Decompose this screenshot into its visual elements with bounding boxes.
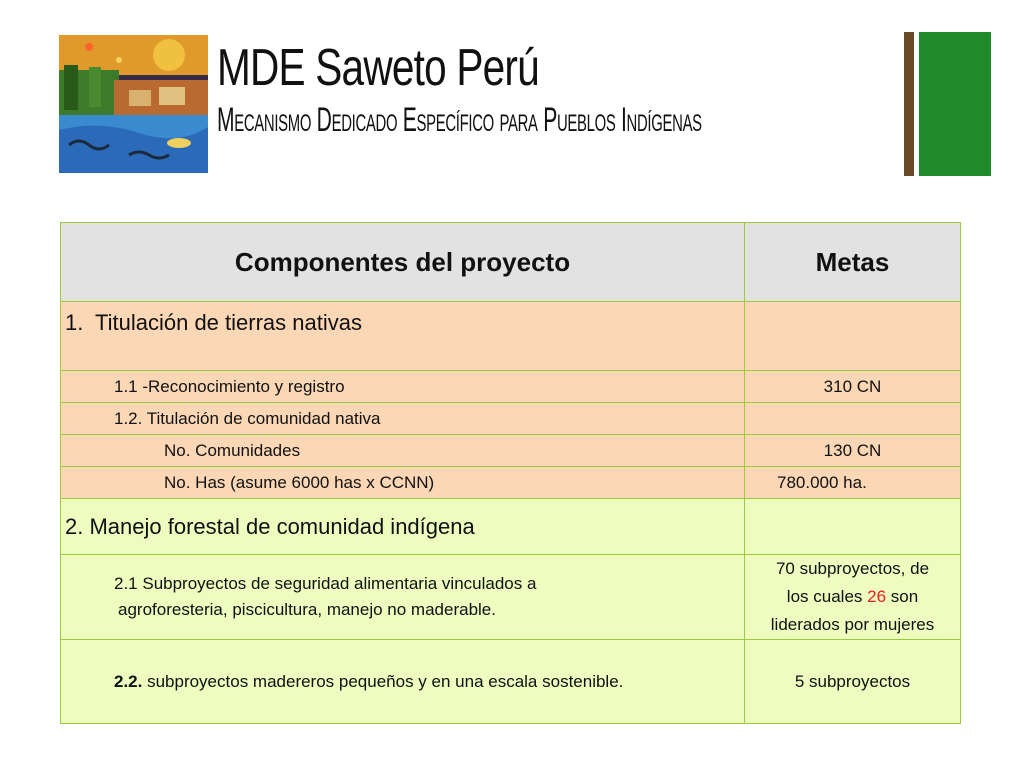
page-title: MDE Saweto Perú [217,39,539,97]
row-22-label-text: subproyectos madereros pequeños y en una escala sostenible. [142,671,624,691]
row-22-label [61,640,745,724]
row-hectareas-meta: 780.000 ha. [745,467,961,499]
row-21-meta-line3: liderados por mujeres [770,615,935,634]
row-22-label-number: 2.2. [114,671,143,691]
brand-bar-green [919,32,991,176]
section1-label: Titulación de tierras nativas [95,310,362,335]
section1-meta [745,302,961,371]
row-21-meta-line2 [745,583,960,611]
section2-meta [745,499,961,555]
row-21-meta-pre: los cuales [786,587,868,606]
table-header-row [61,223,961,302]
row-21-meta-post: son [886,587,919,606]
section1-label-cell [61,302,745,371]
section1-row [61,302,961,371]
row-22-meta: 5 subproyectos [745,640,961,724]
table-row [61,371,961,403]
row-21-meta-highlight: 26 [867,587,887,606]
logo-painting [59,35,208,173]
table-row [61,403,961,435]
goals-table [60,222,961,724]
table-row [61,640,961,724]
table-row [61,555,961,640]
row-21-label-line2: agroforesteria, piscicultura, manejo no maderable. [118,600,496,619]
title-block [217,38,999,140]
row-21-meta [745,555,961,640]
row-21-meta-line1: 70 subproyectos, de [775,559,930,578]
row-21-label-line1: 2.1 Subproyectos de seguridad alimentaria vinculados a [114,574,537,593]
row-titulacion-meta [745,403,961,435]
brand-bar-brown [904,32,914,176]
row-reconocimiento-meta: 310 CN [745,371,961,403]
row-hectareas-label: No. Has (asume 6000 has x CCNN) [61,467,745,499]
row-comunidades-label: No. Comunidades [61,435,745,467]
page-subtitle: Mecanismo Dedicado Específico para Pueblos Indígenas [217,101,702,139]
table-row [61,435,961,467]
section1-number: 1. [65,310,84,335]
row-21-label [61,555,745,640]
header-components: Componentes del proyecto [61,223,745,302]
row-reconocimiento-label: 1.1 -Reconocimiento y registro [61,371,745,403]
section2-label: 2. Manejo forestal de comunidad indígena [61,499,745,555]
row-titulacion-label: 1.2. Titulación de comunidad nativa [61,403,745,435]
row-comunidades-meta: 130 CN [745,435,961,467]
table-row [61,467,961,499]
header-metas: Metas [745,223,961,302]
section2-row [61,499,961,555]
